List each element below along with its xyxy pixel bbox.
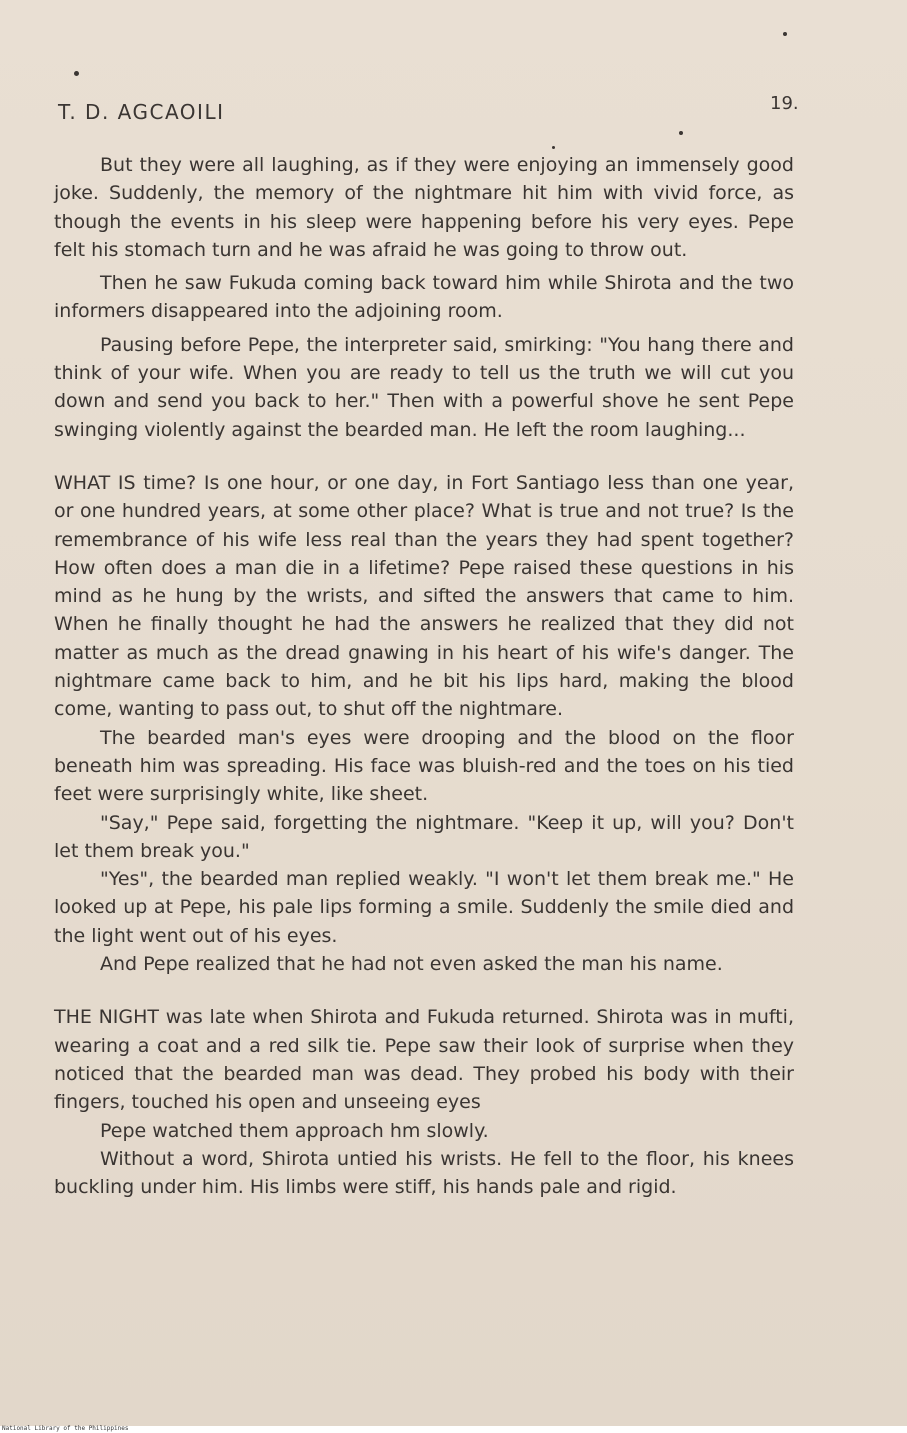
- paragraph: Pausing before Pepe, the interpreter said, smirking: "You hang there and think of your wife. When you are ready to tell us the truth we will cut you down and send you back to her." Then with a powerful shove he sent Pepe swinging violently against the bearded man. He left the room laughing...: [54, 333, 794, 441]
- ink-speck: [74, 71, 79, 76]
- paragraph: "Yes", the bearded man replied weakly. "I won't let them break me." He looked up at Pepe, his pale lips forming a smile. Suddenly the smile died and the light went out of his eyes.: [54, 868, 794, 947]
- paragraph: And Pepe realized that he had not even asked the man his name.: [100, 953, 723, 976]
- running-header-author: T. D. AGCAOILI: [58, 100, 225, 124]
- library-credit: National Library of the Philippines: [2, 1425, 129, 1432]
- paragraph: Then he saw Fukuda coming back toward him while Shirota and the two informers disappeared into the adjoining room.: [54, 272, 794, 323]
- page-number: 19.: [770, 93, 799, 114]
- section-paragraph: WHAT IS time? Is one hour, or one day, in Fort Santiago less than one year, or one hundred years, at some other place? What is true and not true? Is the remembrance of his wife less real than the years they had spent together? How often does a man die in a lifetime? Pepe raised these questions in his mind as he hung by the wrists, and sifted the answers that came to him. When he finally thought he had the answers he realized that they did not matter as much as the dread gnawing in his heart of his wife's danger. The nightmare came back to him, and he bit his lips hard, making the blood come, wanting to pass out, to shut off the nightmare.: [54, 471, 794, 721]
- paragraph: The bearded man's eyes were drooping and the blood on the floor beneath him was spreading. His face was bluish-red and the toes on his tied feet were surprisingly white, like sheet.: [54, 726, 794, 806]
- paragraph: "Say," Pepe said, forgetting the nightmare. "Keep it up, will you? Don't let them break you.": [54, 811, 794, 862]
- body-text: [54, 151, 794, 1201]
- ink-speck: [552, 146, 555, 149]
- ink-speck: [783, 32, 787, 36]
- paragraph: Without a word, Shirota untied his wrists. He fell to the floor, his knees buckling under him. His limbs were stiff, his hands pale and rigid.: [54, 1147, 794, 1199]
- footer-strip: [0, 1426, 907, 1433]
- section-paragraph: THE NIGHT was late when Shirota and Fukuda returned. Shirota was in mufti, wearing a coat and a red silk tie. Pepe saw their look of surprise when they noticed that the bearded man was dead. They probed his body with their fingers, touched his open and unseeing eyes: [54, 1006, 794, 1114]
- paragraph: Pepe watched them approach hm slowly.: [100, 1119, 489, 1142]
- ink-speck: [679, 131, 683, 135]
- paragraph: But they were all laughing, as if they were enjoying an immensely good joke. Suddenly, the memory of the nightmare hit him with vivid force, as though the events in his sleep were happening before his very eyes. Pepe felt his stomach turn and he was afraid he was going to throw out.: [54, 154, 794, 261]
